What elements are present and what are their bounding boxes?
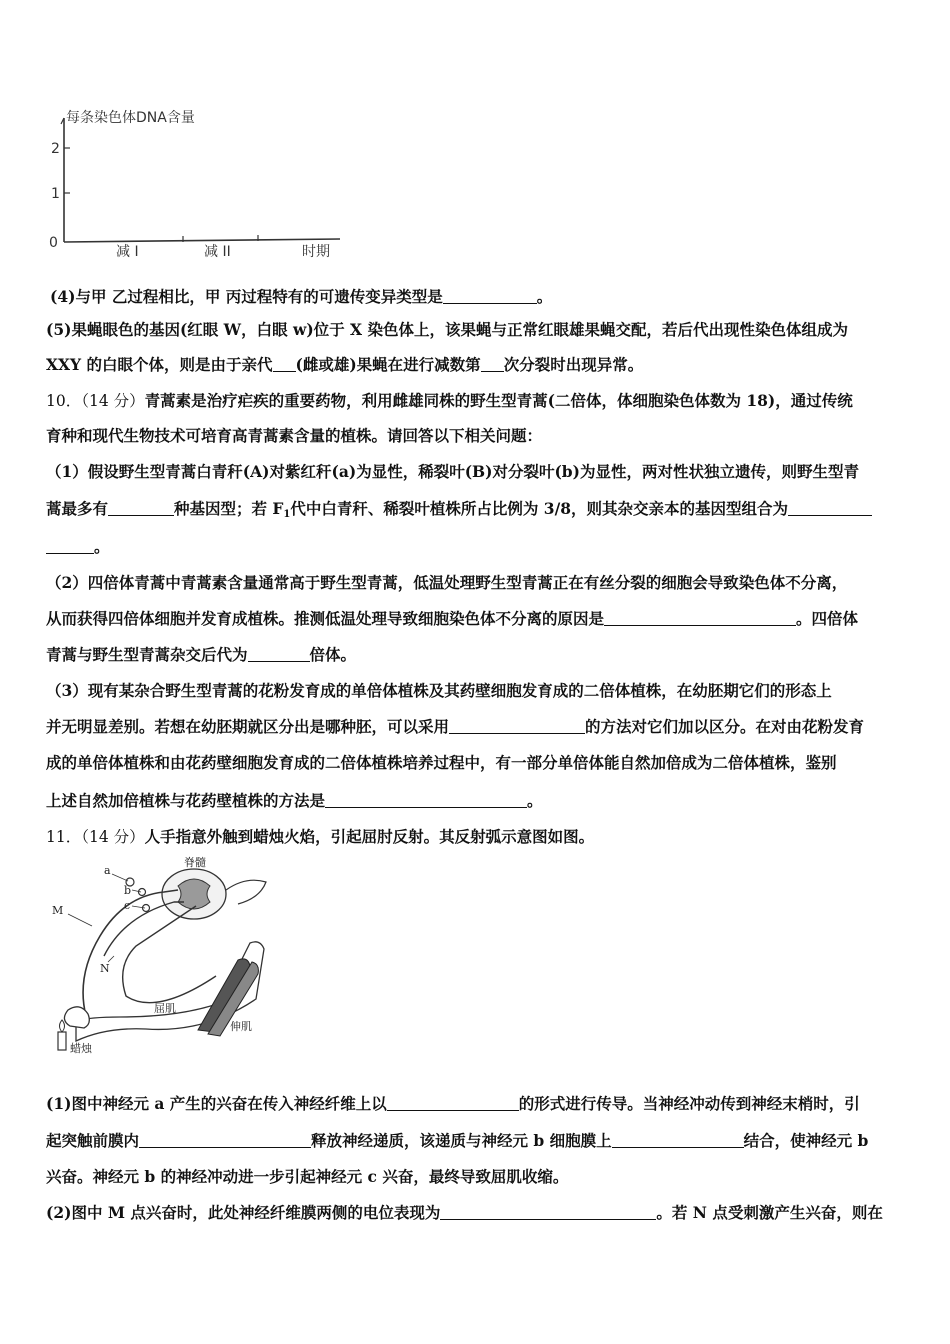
answer-blank [481, 356, 504, 372]
q10-2-line-3: 青蒿与野生型青蒿杂交后代为 倍体。 [46, 645, 357, 664]
q10-2-line-2: 从而获得四倍体细胞并发育成植株。推测低温处理导致细胞染色体不分离的原因是 。四倍体 [46, 609, 859, 628]
q11-1-line-1: (1)图中神经元 a 产生的兴奋在传入神经纤维上以 的形式进行传导。当神经冲动传到神经末梢时，引 [46, 1094, 860, 1113]
answer-blank [449, 718, 585, 734]
q10-3-line-4: 上述自然加倍植株与花药壁植株的方法是 。 [46, 791, 543, 810]
candle [58, 1032, 66, 1050]
x-axis [64, 239, 340, 242]
reflex-arc-diagram [46, 856, 286, 1058]
answer-blank [788, 500, 872, 516]
grey-matter [178, 879, 210, 909]
label-flexor: 屈肌 [154, 1002, 176, 1015]
label-candle: 蜡烛 [70, 1042, 92, 1055]
y-tick-1: 1 [51, 186, 60, 202]
x-tick-meiosis-2: 减 II [204, 244, 231, 260]
q11-line-1: 11．（14 分）人手指意外触到蜡烛火焰，引起屈肘反射。其反射弧示意图如图。 [46, 827, 595, 846]
answer-blank [46, 538, 94, 554]
label-c: c [124, 899, 131, 912]
pointer-M [68, 914, 92, 926]
x-tick-period: 时期 [302, 244, 330, 260]
q10-3-line-1: （3）现有某杂合野生型青蒿的花粉发育成的单倍体植株及其药壁细胞发育成的二倍体植株，在幼胚期它们的形态上 [46, 681, 832, 700]
q11-2-line-1: (2)图中 M 点兴奋时，此处神经纤维膜两侧的电位表现为 。若 N 点受刺激产生兴奋，则在 [46, 1203, 883, 1222]
label-N: N [100, 962, 110, 975]
spinal-outline [226, 880, 266, 904]
label-M: M [52, 904, 64, 917]
candle-flame [60, 1020, 65, 1032]
hand [64, 1007, 89, 1028]
answer-blank [248, 646, 310, 662]
y-tick-2: 2 [51, 141, 60, 157]
answer-blank [612, 1132, 744, 1148]
answer-blank [273, 356, 296, 372]
q11-1-line-2: 起突触前膜内 释放神经递质，该递质与神经元 b 细胞膜上 结合，使神经元 b [46, 1131, 869, 1150]
q10-line-2: 育种和现代生物技术可培育高青蒿素含量的植株。请回答以下相关问题： [46, 426, 543, 445]
answer-blank [443, 288, 537, 304]
answer-blank [139, 1132, 311, 1148]
label-extensor: 伸肌 [230, 1020, 252, 1033]
answer-blank [604, 610, 796, 626]
q10-2-line-1: （2）四倍体青蒿中青蒿素含量通常高于野生型青蒿，低温处理野生型青蒿正在有丝分裂的细胞会导致染色体不分离， [46, 573, 848, 592]
answer-blank [325, 792, 527, 808]
q11-1-line-3: 兴奋。神经元 b 的神经冲动进一步引起神经元 c 兴奋，最终导致屈肌收缩。 [46, 1167, 569, 1186]
label-a: a [104, 864, 111, 877]
q10-1-line-2: 蒿最多有 种基因型；若 $F_1$代中白青秆、稀裂叶植株所占比例为 3/8，则其杂交亲本的基因型组合为 [46, 499, 916, 525]
label-spinal-cord: 脊髓 [184, 856, 206, 869]
answer-blank [440, 1204, 656, 1220]
answer-blank [108, 500, 174, 516]
pointer-a [112, 874, 128, 881]
dna-content-graph [40, 96, 350, 266]
q10-1-line-1: （1）假设野生型青蒿白青秆(A)对紫红秆(a)为显性，稀裂叶(B)对分裂叶(b)为显性，两对性状独立遗传，则野生型青 [46, 462, 859, 481]
q9-5-line-1: (5)果蝇眼色的基因(红眼 W，白眼 w)位于 X 染色体上，该果蝇与正常红眼雄果蝇交配，若后代出现性染色体组成为 [46, 320, 848, 339]
q10-3-line-3: 成的单倍体植株和由花药壁细胞发育成的二倍体植株培养过程中，有一部分单倍体能自然加倍成为二倍体植株，鉴别 [46, 753, 837, 772]
q10-3-line-2: 并无明显差别。若想在幼胚期就区分出是哪种胚，可以采用 的方法对它们加以区分。在对由花粉发育 [46, 717, 865, 736]
x-tick-meiosis-1: 减 I [116, 244, 139, 260]
q9-4-line: (4)与甲 乙过程相比，甲 丙过程特有的可遗传变异类型是 。 [50, 287, 553, 306]
efferent-to-muscle [123, 906, 216, 1003]
q9-5-line-2: XXY 的白眼个体，则是由于亲代 (雌或雄)果蝇在进行减数第 次分裂时出现异常。 [46, 355, 644, 374]
y-axis-label: 每条染色体DNA含量 [66, 110, 195, 126]
answer-blank [387, 1095, 519, 1111]
label-b: b [124, 884, 132, 897]
q10-line-1: 10．（14 分）青蒿素是治疗疟疾的重要药物，利用雌雄同株的野生型青蒿(二倍体，体细胞染色体数为 18)，通过传统 [46, 391, 853, 410]
y-tick-0: 0 [49, 235, 58, 251]
q10-1-line-3: 。 [46, 537, 916, 557]
